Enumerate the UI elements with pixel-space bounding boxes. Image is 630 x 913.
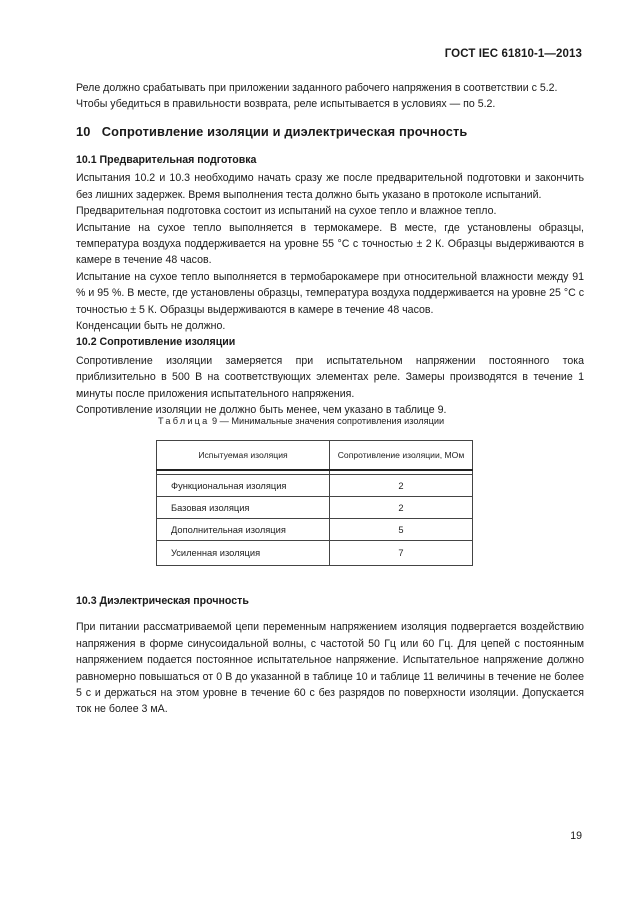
table-cell-resistance: 2 xyxy=(330,497,473,519)
table-9-caption-word: Таблица xyxy=(158,416,210,426)
table-row xyxy=(157,519,473,541)
s10-1-paragraph-1: Испытания 10.2 и 10.3 необходимо начать сразу же после предварительной подготовки и закончить без лишних задержек. Время выполнения теста должно быть указано в протоколе испытаний. xyxy=(76,172,584,201)
table-cell-resistance: 5 xyxy=(330,519,473,541)
section-10-3 xyxy=(76,593,584,718)
table-row xyxy=(157,541,473,566)
section-10-1 xyxy=(76,152,584,419)
table-cell-insulation: Дополнительная изоляция xyxy=(157,519,330,541)
table-cell-resistance: 7 xyxy=(330,541,473,566)
intro-paragraph-2: Чтобы убедиться в правильности возврата, реле испытывается в условиях — по 5.2. xyxy=(76,98,496,111)
table-9 xyxy=(156,440,473,566)
section-10-1-heading: 10.1 Предварительная подготовка xyxy=(76,154,257,166)
section-10-heading xyxy=(76,124,467,139)
table-row xyxy=(157,497,473,519)
table-9-col-insulation: Испытуемая изоляция xyxy=(157,441,330,471)
standard-code-header: ГОСТ IEC 61810-1—2013 xyxy=(444,48,582,60)
table-cell-insulation: Функциональная изоляция xyxy=(157,475,330,497)
table-cell-resistance: 2 xyxy=(330,475,473,497)
table-9-col-resistance: Сопротивление изоляции, МОм xyxy=(330,441,473,471)
s10-1-paragraph-5: Конденсации быть не должно. xyxy=(76,320,226,333)
table-cell-insulation: Усиленная изоляция xyxy=(157,541,330,566)
table-9-caption xyxy=(158,416,444,426)
s10-2-paragraph-1: Сопротивление изоляции замеряется при испытательном напряжении постоянного тока приблизительно в 500 В на соответствующих элементах реле. Замеры производятся в течение 1 минуты после приложения испытательного напряжения. xyxy=(76,354,584,400)
s10-2-paragraph-2: Сопротивление изоляции не должно быть менее, чем указано в таблице 9. xyxy=(76,404,447,417)
table-9-caption-text: 9 — Минимальные значения сопротивления изоляции xyxy=(212,416,445,426)
intro-block xyxy=(76,80,584,113)
table-cell-insulation: Базовая изоляция xyxy=(157,497,330,519)
section-10-2-heading: 10.2 Сопротивление изоляции xyxy=(76,336,236,349)
s10-1-paragraph-3: Испытание на сухое тепло выполняется в термокамере. В месте, где установлены образцы, температура воздуха поддерживается на уровне 55 °C с точностью ± 2 К. Образцы выдерживаются в камере в течение 48 часов. xyxy=(76,221,584,267)
section-10-3-heading: 10.3 Диэлектрическая прочность xyxy=(76,595,249,607)
s10-1-paragraph-4: Испытание на сухое тепло выполняется в термобарокамере при относительной влажности между 91 % и 95 %. В месте, где установлены образцы, температура воздуха поддерживается на уровне 25 °C с точностью ± 5 К. Образцы выдерживаются в камере в течение 48 часов. xyxy=(76,270,584,316)
page-number: 19 xyxy=(570,830,582,842)
section-10-number: 10 xyxy=(76,124,91,139)
s10-1-paragraph-2: Предварительная подготовка состоит из испытаний на сухое тепло и влажное тепло. xyxy=(76,205,497,218)
section-10-title: Сопротивление изоляции и диэлектрическая прочность xyxy=(101,124,468,139)
table-row xyxy=(157,475,473,497)
s10-3-paragraph: При питании рассматриваемой цепи переменным напряжением изоляция подвергается воздействию напряжения в форме синусоидальной волны, с частотой 50 Гц или 60 Гц. Для цепей с постоянным напряжением подается постоянное испытательное напряжение. Испытательное напряжение должно равномерно повышаться от 0 В до указанной в таблице 10 и таблице 11 величины в течение не более 5 с и держаться на этом уровне в течение 60 с без разрядов по поверхности изоляции. Допускается ток не более 3 мА. xyxy=(76,621,584,716)
intro-paragraph-1: Реле должно срабатывать при приложении заданного рабочего напряжения в соответствии с 5.2. xyxy=(76,82,558,94)
